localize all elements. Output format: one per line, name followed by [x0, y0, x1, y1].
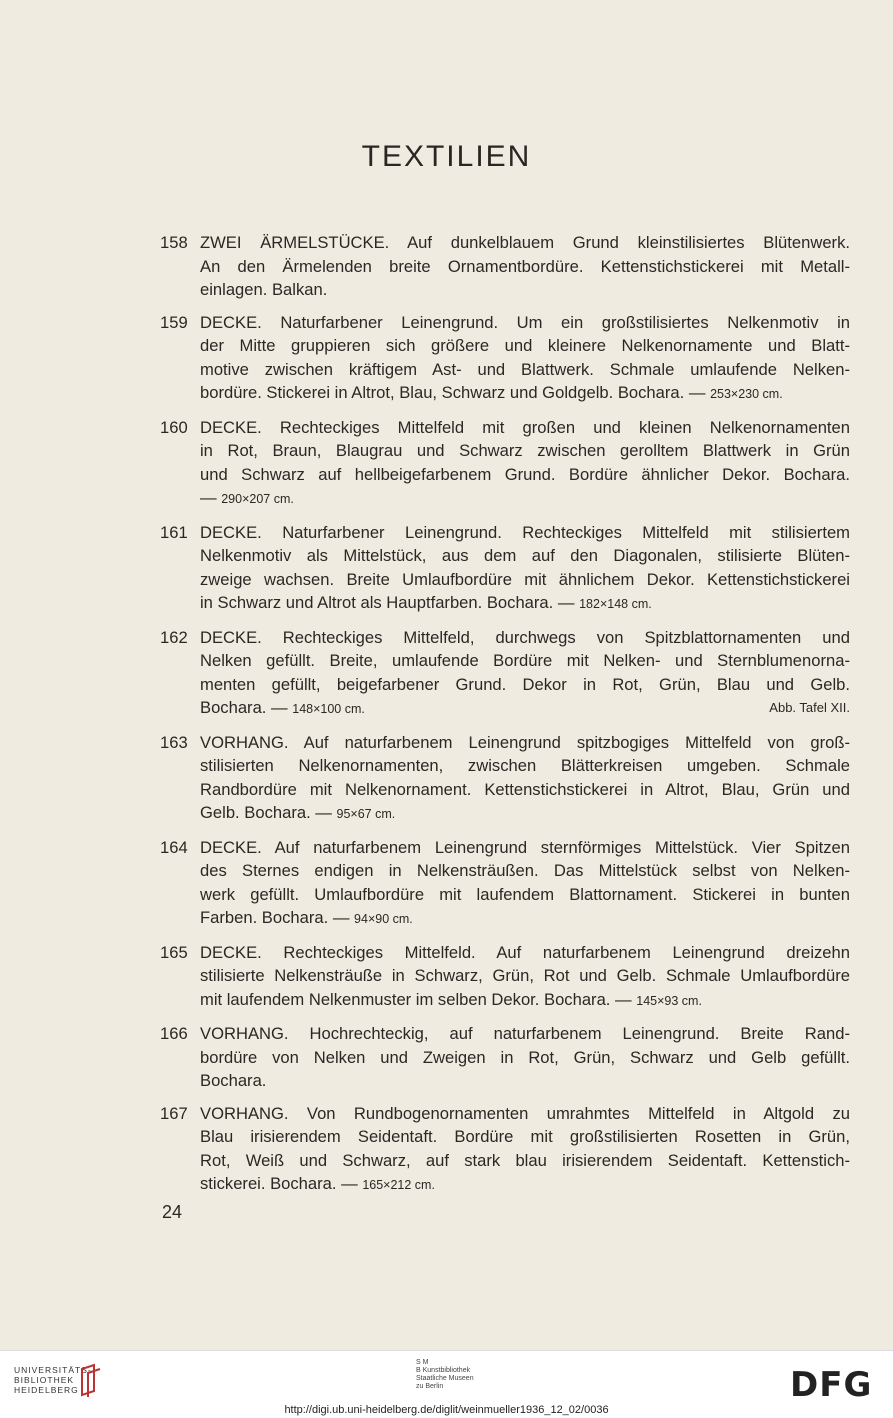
- entry-line: VORHANG. Hochrechteckig, auf naturfarbenem Leinengrund. Breite Rand-: [200, 1024, 850, 1043]
- entry-line: An den Ärmelenden breite Ornamentbordüre. Kettenstichstickerei mit Metall-: [200, 256, 850, 276]
- entry-description: [200, 731, 850, 827]
- page-title: TEXTILIEN: [361, 140, 532, 173]
- entry-line: DECKE. Naturfarbener Leinengrund. Rechteckiges Mittelfeld mit stilisiertem: [200, 522, 850, 542]
- catalog-entry: [160, 416, 850, 512]
- entry-line: [200, 381, 850, 407]
- entry-dimensions: 290×207 cm.: [221, 492, 294, 506]
- catalog-entry: [160, 521, 850, 617]
- entry-description: [200, 1022, 850, 1093]
- catalog-entries: [160, 231, 850, 1207]
- entry-number: 161: [160, 522, 188, 542]
- entry-line: des Sternes endigen in Nelkensträußen. Das Mittelstück selbst von Nelken-: [200, 861, 850, 880]
- entry-description: [200, 836, 850, 932]
- entry-line: Nelken gefüllt. Breite, umlaufende Bordüre mit Nelken- und Sternblumenorna-: [200, 651, 850, 670]
- entry-line-text: Bochara. —: [200, 698, 288, 717]
- entry-line: in Rot, Braun, Blaugrau und Schwarz zwischen gerolltem Blattwerk in Grün: [200, 441, 850, 460]
- entry-line: DECKE. Rechteckiges Mittelfeld, durchwegs von Spitzblattornamenten und: [200, 627, 850, 647]
- entry-line: DECKE. Rechteckiges Mittelfeld mit großen und kleinen Nelkenornamenten: [200, 417, 850, 437]
- entry-description: [200, 626, 850, 722]
- catalog-entry: [160, 626, 850, 722]
- catalog-entry: [160, 231, 850, 302]
- entry-number: 158: [160, 233, 188, 252]
- viewer-footer: [0, 1350, 893, 1418]
- entry-line: [200, 988, 850, 1014]
- catalog-entry: [160, 1102, 850, 1198]
- entry-line-text: mit laufendem Nelkenmuster im selben Dekor. Bochara. —: [200, 989, 632, 1009]
- entry-line: und Schwarz auf hellbeigefarbenem Grund. Bordüre ähnlicher Dekor. Bochara.: [200, 464, 850, 484]
- library-line: HEIDELBERG: [14, 1385, 79, 1395]
- entry-number: 167: [160, 1103, 188, 1123]
- entry-line: menten gefüllt, beigefarbener Grund. Dekor in Rot, Grün, Blau und Gelb.: [200, 674, 850, 694]
- permalink-url[interactable]: http://digi.ub.uni-heidelberg.de/diglit/weinmueller1936_12_02/0036: [284, 1404, 609, 1416]
- entry-line: [200, 1172, 850, 1198]
- entry-dimensions: 148×100 cm.: [292, 702, 365, 716]
- entry-line: stilisierte Nelkensträuße in Schwarz, Grün, Rot und Gelb. Schmale Umlaufbordüre: [200, 966, 850, 985]
- entry-line: VORHANG. Auf naturfarbenem Leinengrund spitzbogiges Mittelfeld von groß-: [200, 732, 850, 752]
- entry-line: stilisierten Nelkenornamenten, zwischen Blätterkreisen umgeben. Schmale: [200, 756, 850, 775]
- entry-line: Randbordüre mit Nelkenornament. Kettenstichstickerei in Altrot, Blau, Grün und: [200, 779, 850, 799]
- entry-line: VORHANG. Von Rundbogenornamenten umrahmtes Mittelfeld in Altgold zu: [200, 1103, 850, 1123]
- entry-line: [200, 486, 850, 512]
- entry-description: [200, 311, 850, 407]
- entry-line-text: bordüre. Stickerei in Altrot, Blau, Schwarz und Goldgelb. Bochara. —: [200, 383, 706, 402]
- entry-description: [200, 416, 850, 512]
- entry-line: bordüre von Nelken und Zweigen in Rot, Grün, Schwarz und Gelb gefüllt.: [200, 1047, 850, 1067]
- entry-line-text: Farben. Bochara. —: [200, 908, 350, 927]
- entry-number: 164: [160, 837, 188, 857]
- page-number: 24: [162, 1202, 183, 1222]
- catalog-entry: [160, 836, 850, 932]
- entry-dimensions: 145×93 cm.: [636, 993, 702, 1008]
- entry-line: zweige wachsen. Breite Umlaufbordüre mit ähnlichem Dekor. Kettenstichstickerei: [200, 569, 850, 589]
- entry-line: [200, 591, 850, 617]
- entry-line: einlagen. Balkan.: [200, 280, 328, 299]
- entry-line: [200, 906, 850, 932]
- entry-line: [200, 696, 850, 722]
- entry-line: werk gefüllt. Umlaufbordüre mit laufendem Blattornament. Stickerei in bunten: [200, 884, 850, 904]
- entry-line-text: stickerei. Bochara. —: [200, 1174, 358, 1193]
- entry-line: Rot, Weiß und Schwarz, auf stark blau irisierendem Seidentaft. Kettenstich-: [200, 1150, 850, 1170]
- entry-line: DECKE. Auf naturfarbenem Leinengrund sternförmiges Mittelstück. Vier Spitzen: [200, 837, 850, 857]
- library-logo-icon: [80, 1363, 102, 1397]
- catalog-entry: [160, 311, 850, 407]
- entry-line: DECKE. Rechteckiges Mittelfeld. Auf naturfarbenem Leinengrund dreizehn: [200, 942, 850, 962]
- sm-line: B Kunstbibliothek: [416, 1367, 471, 1374]
- entry-line-text: in Schwarz und Altrot als Hauptfarben. Bochara. —: [200, 593, 575, 612]
- plate-reference: Abb. Tafel XII.: [769, 700, 850, 715]
- entry-line-text: —: [200, 488, 217, 507]
- entry-description: [200, 1102, 850, 1198]
- entry-line: Blau irisierendem Seidentaft. Bordüre mit großstilisierten Rosetten in Grün,: [200, 1127, 850, 1146]
- entry-number: 162: [160, 627, 188, 647]
- entry-line: ZWEI ÄRMELSTÜCKE. Auf dunkelblauem Grund kleinstilisiertes Blütenwerk.: [200, 233, 850, 252]
- entry-number: 163: [160, 732, 188, 752]
- sm-line: zu Berlin: [416, 1383, 444, 1390]
- sm-kunstbibliothek: [416, 1359, 474, 1391]
- entry-line: Bochara.: [200, 1071, 267, 1090]
- entry-line: Nelkenmotiv als Mittelstück, aus dem auf den Diagonalen, stilisierte Blüten-: [200, 546, 850, 565]
- sm-line: Staatliche Museen: [416, 1375, 474, 1382]
- sm-line: S M: [416, 1359, 429, 1366]
- catalog-entry: [160, 1022, 850, 1093]
- entry-dimensions: 94×90 cm.: [354, 912, 413, 926]
- entry-description: [200, 521, 850, 617]
- entry-description: [200, 231, 850, 302]
- entry-line: der Mitte gruppieren sich größere und kleinere Nelkenornamente und Blatt-: [200, 336, 850, 355]
- library-line: UNIVERSITÄTS-: [14, 1365, 92, 1375]
- entry-line: motive zwischen kräftigem Ast- und Blattwerk. Schmale umlaufende Nelken-: [200, 359, 850, 379]
- entry-number: 166: [160, 1024, 188, 1043]
- catalog-entry: [160, 941, 850, 1014]
- library-line: BIBLIOTHEK: [14, 1375, 75, 1385]
- catalog-entry: [160, 731, 850, 827]
- entry-number: 165: [160, 942, 188, 962]
- entry-dimensions: 182×148 cm.: [579, 597, 652, 611]
- dfg-logo: DFG: [790, 1365, 873, 1405]
- entry-line-text: Gelb. Bochara. —: [200, 803, 332, 822]
- entry-number: 159: [160, 312, 188, 332]
- entry-line: DECKE. Naturfarbener Leinengrund. Um ein großstilisiertes Nelkenmotiv in: [200, 312, 850, 332]
- entry-line: [200, 801, 850, 827]
- entry-dimensions: 165×212 cm.: [362, 1178, 435, 1192]
- entry-dimensions: 95×67 cm.: [336, 807, 396, 821]
- entry-dimensions: 253×230 cm.: [710, 387, 783, 401]
- entry-number: 160: [160, 417, 188, 437]
- entry-description: [200, 941, 850, 1014]
